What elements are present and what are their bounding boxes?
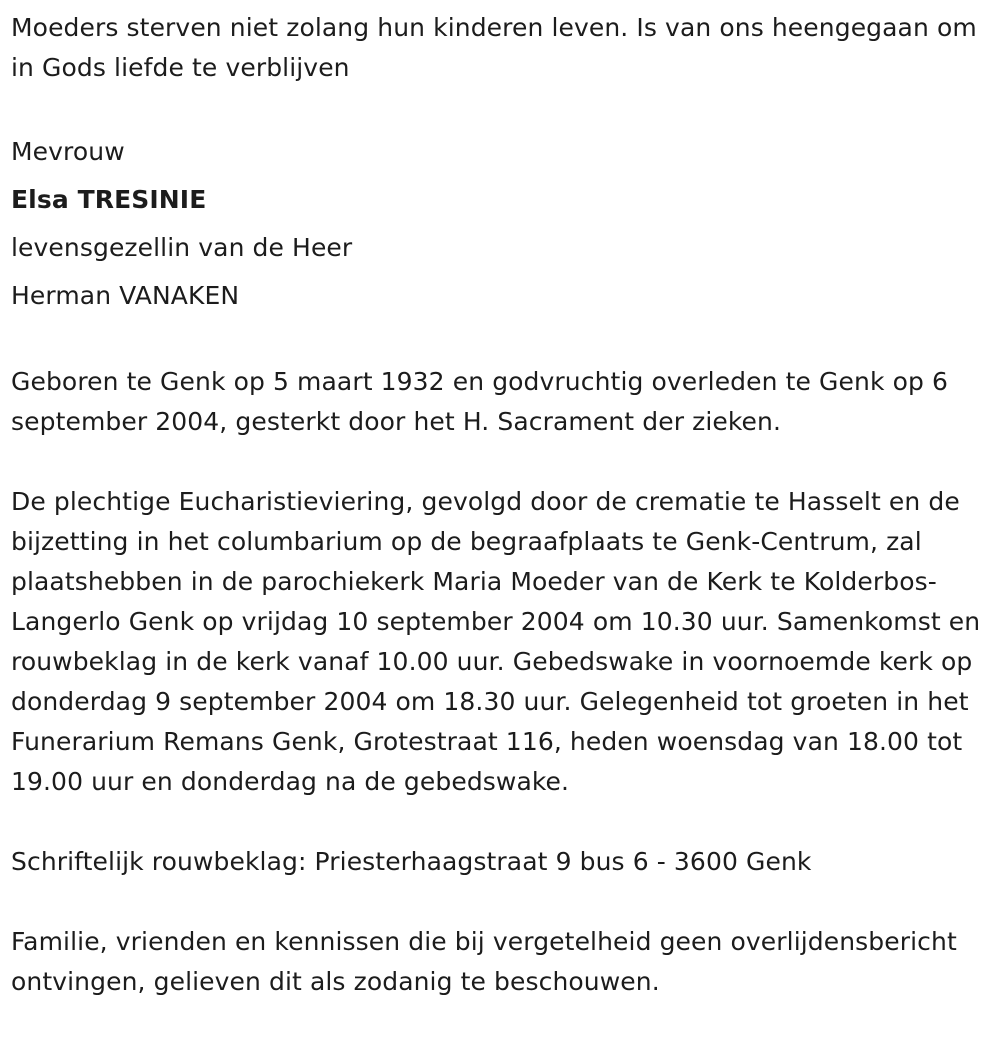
ceremony-text: De plechtige Eucharistieviering, gevolgd door de crematie te Hasselt en de bijzetting in het columbarium op de begraafplaats te Genk-Centrum, zal plaatshebben in de parochiekerk Maria Moeder van de Kerk te Kolderbos-Langerlo Genk op vrijdag 10 september 2004 om 10.30 uur. Samenkomst en rouwbeklag in de kerk vanaf 10.00 uur. Gebedswake in voornoemde kerk op donderdag 9 september 2004 om 18.30 uur. Gelegenheid tot groeten in het Funerarium Remans Genk, Grotestraat 116, heden woensdag van 18.00 tot 19.00 uur en donderdag na de gebedswake.	[11, 487, 981, 796]
salutation: Mevrouw	[11, 137, 125, 166]
intro-text: Moeders sterven niet zolang hun kinderen leven. Is van ons heengegaan om in Gods liefde te verblijven	[11, 13, 977, 82]
obituary-notice	[11, 8, 996, 1002]
condolence-address: Schriftelijk rouwbeklag: Priesterhaagstraat 9 bus 6 - 3600 Genk	[11, 847, 812, 876]
relation-text: levensgezellin van de Heer	[11, 233, 353, 262]
closing-text: Familie, vrienden en kennissen die bij vergetelheid geen overlijdensbericht ontvingen, gelieven dit als zodanig te beschouwen.	[11, 927, 957, 996]
deceased-name: Elsa TRESINIE	[11, 185, 207, 214]
partner-name: Herman VANAKEN	[11, 281, 240, 310]
birth-death-text: Geboren te Genk op 5 maart 1932 en godvruchtig overleden te Genk op 6 september 2004, gesterkt door het H. Sacrament der zieken.	[11, 367, 948, 436]
